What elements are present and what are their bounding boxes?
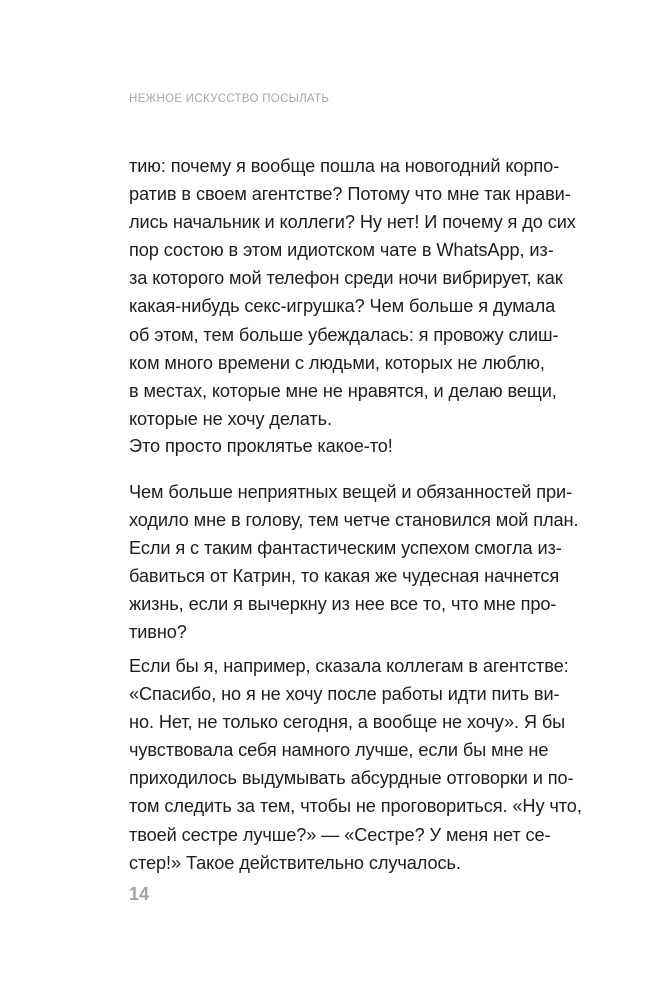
text-line: тию: почему я вообще пошла на новогодний корпо-	[129, 156, 560, 176]
text-line: но. Нет, не только сегодня, а вообще не хочу». Я бы	[129, 712, 566, 733]
paragraph-2	[129, 432, 539, 460]
text-line: ратив в своем агентстве? Потому что мне так нрави-	[129, 184, 571, 205]
text-line: стер!» Такое действительно случалось.	[129, 852, 461, 873]
text-line: Чем больше неприятных вещей и обязанностей при-	[129, 482, 573, 502]
paragraph-1	[129, 152, 576, 433]
paragraph-4	[129, 652, 582, 877]
text-line: Это просто проклятье какое-то!	[129, 436, 393, 456]
text-line: приходилось выдумывать абсурдные отговорки и по-	[129, 768, 574, 789]
text-line: бавиться от Катрин, то какая же чудесная начнется	[129, 566, 560, 587]
text-line: которые не хочу делать.	[129, 408, 332, 429]
text-line: пор состою в этом идиотском чате в WhatsApp, из-	[129, 240, 554, 261]
text-line: жизнь, если я вычеркну из нее все то, что мне про-	[129, 594, 557, 615]
text-line: твоей сестре лучше?» — «Сестре? У меня нет се-	[129, 824, 551, 845]
text-line: лись начальник и коллеги? Ну нет! И почему я до сих	[129, 212, 576, 233]
text-line: «Спасибо, но я не хочу после работы идти пить ви-	[129, 684, 560, 705]
text-line: ком много времени с людьми, которых не люблю,	[129, 352, 545, 373]
text-line: за которого мой телефон среди ночи вибрирует, как	[129, 268, 563, 289]
page-number: 14	[129, 884, 150, 904]
text-line: тивно?	[129, 622, 187, 643]
text-line: какая-нибудь секс-игрушка? Чем больше я думала	[129, 296, 556, 317]
text-line: ходило мне в голову, тем четче становился мой план.	[129, 510, 579, 531]
text-line: Если бы я, например, сказала коллегам в агентстве:	[129, 656, 569, 676]
paragraph-3	[129, 478, 579, 647]
text-line: об этом, тем больше убеждалась: я провожу слиш-	[129, 324, 559, 345]
running-header: НЕЖНОЕ ИСКУССТВО ПОСЫЛАТЬ	[129, 93, 330, 105]
text-line: том следить за тем, чтобы не проговориться. «Ну что,	[129, 796, 582, 817]
text-line: Если я с таким фантастическим успехом смогла из-	[129, 538, 562, 559]
text-line: чувствовала себя намного лучше, если бы мне не	[129, 740, 549, 761]
text-line: в местах, которые мне не нравятся, и делаю вещи,	[129, 380, 557, 401]
